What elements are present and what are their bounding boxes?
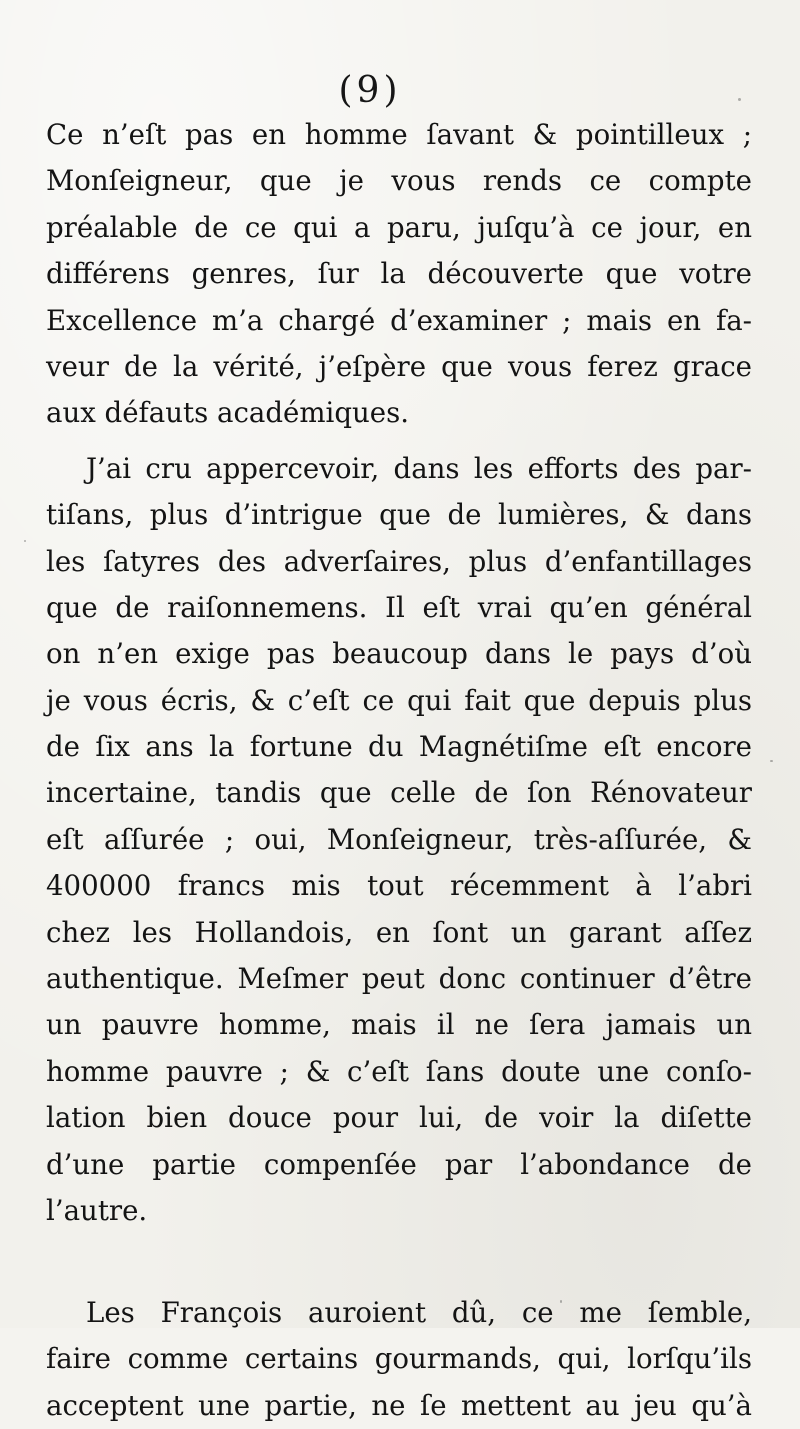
- text-line: Excellence m’a chargé d’examiner ; mais en fa-: [46, 303, 752, 337]
- paragraph-1: [46, 112, 752, 437]
- paragraph-2: [46, 446, 752, 1281]
- text-line: faire comme certains gourmands, qui, lorſqu’ils: [46, 1342, 752, 1376]
- text-line: d’une partie compenſée par l’abondance de: [46, 1147, 752, 1181]
- text-line: je vous écris, & c’eſt ce qui fait que depuis plus: [46, 683, 752, 717]
- page-number: (9): [338, 70, 402, 111]
- text-line: Ce n’eſt pas en homme ſavant & pointilleux ;: [46, 118, 752, 151]
- text-line: eſt aſſurée ; oui, Monſeigneur, très-aſſurée, &: [46, 822, 752, 856]
- text-line: veur de la vérité, j’eſpère que vous ferez grace: [46, 349, 752, 383]
- text-line: authentique. Meſmer peut donc continuer d’être: [46, 962, 752, 996]
- text-line: de ſix ans la fortune du Magnétiſme eſt encore: [46, 730, 752, 764]
- text-line: Monſeigneur, que je vous rends ce compte: [46, 164, 752, 198]
- paragraph-gap: [46, 1281, 752, 1290]
- text-line: acceptent une partie, ne ſe mettent au jeu qu’à: [46, 1388, 752, 1422]
- text-line: préalable de ce qui a paru, juſqu’à ce jour, en: [46, 210, 752, 244]
- body-text: [46, 112, 752, 1429]
- text-line: chez les Hollandois, en ſont un garant aſſez: [46, 915, 752, 949]
- paper-speck: [738, 98, 741, 101]
- text-line: 400000 francs mis tout récemment à l’abri: [46, 869, 752, 903]
- text-line: aux défauts académiques.: [46, 396, 410, 430]
- paragraph-gap: [46, 437, 752, 446]
- paper-speck: [560, 1300, 562, 1303]
- text-line: un pauvre homme, mais il ne ſera jamais un: [46, 1008, 752, 1042]
- text-line: incertaine, tandis que celle de ſon Rénovateur: [46, 776, 752, 810]
- paper-speck: [24, 540, 26, 542]
- text-line: on n’en exige pas beaucoup dans le pays d’où: [46, 637, 752, 671]
- text-line: différens genres, ſur la découverte que votre: [46, 257, 752, 291]
- text-line: Les François auroient dû, ce me ſemble,: [86, 1295, 752, 1329]
- text-line: l’autre.: [46, 1193, 148, 1227]
- text-line: tiſans, plus d’intrigue que de lumières, & dans: [46, 498, 752, 532]
- text-line: homme pauvre ; & c’eſt ſans doute une conſo-: [46, 1054, 752, 1088]
- text-line: lation bien douce pour lui, de voir la diſette: [46, 1101, 752, 1135]
- text-line: que de raiſonnemens. Il eſt vrai qu’en général: [46, 590, 752, 624]
- paper-speck: [770, 760, 773, 762]
- text-line: J’ai cru appercevoir, dans les efforts des par-: [86, 451, 752, 485]
- paragraph-3: [46, 1290, 752, 1429]
- text-line: [46, 1234, 752, 1280]
- text-line: les ſatyres des adverſaires, plus d’enfantillages: [46, 544, 752, 578]
